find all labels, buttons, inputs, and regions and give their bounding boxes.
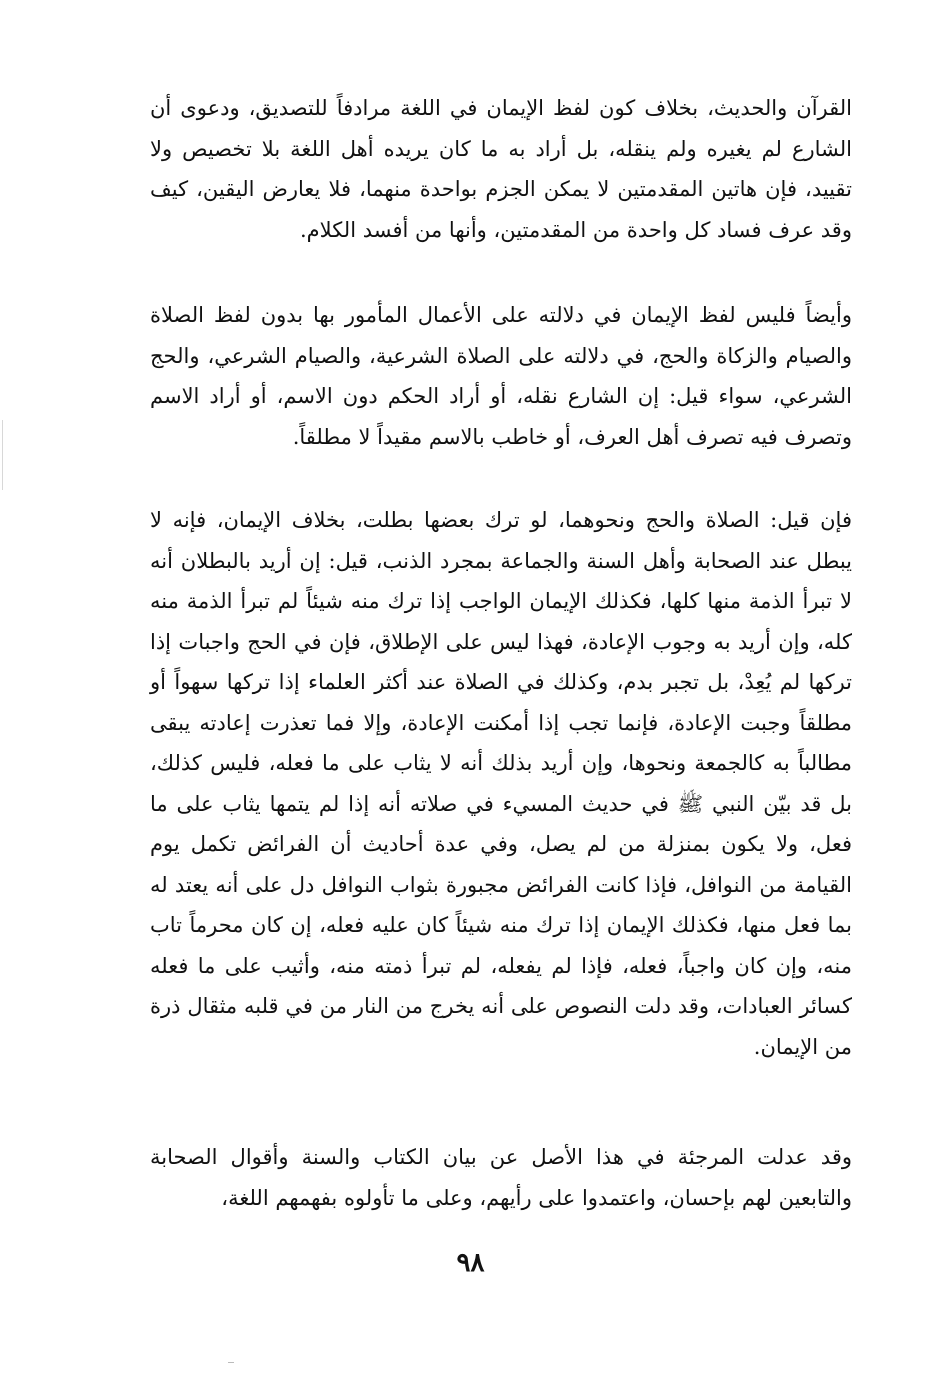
paragraph-2	[150, 295, 852, 457]
paragraph-3	[150, 500, 852, 1067]
paragraph-1-text: القرآن والحديث، بخلاف كون لفظ الإيمان في اللغة مرادفاً للتصديق، ودعوى أن الشارع لم يغيره ولم ينقله، بل أراد به ما كان يريده أهل اللغة بلا تخصيص ولا تقييد، فإن هاتين المقدمتين لا يمكن الجزم بواحدة منهما، فلا يعارض اليقين، كيف وقد عرف فساد كل واحدة من المقدمتين، وأنها من أفسد الكلام.	[150, 96, 852, 242]
page-number: ٩٨	[456, 1248, 485, 1278]
paragraph-2-text: وأيضاً فليس لفظ الإيمان في دلالته على الأعمال المأمور بها بدون لفظ الصلاة والصيام والزكاة والحج، في دلالته على الصلاة الشرعية، والصيام الشرعي، والحج الشرعي، سواء قيل: إن الشارع نقله، أو أراد الحكم دون الاسم، أو أراد الاسم وتصرف فيه تصرف أهل العرف، أو خاطب بالاسم مقيداً لا مطلقاً.	[150, 303, 852, 449]
paragraph-4	[150, 1137, 852, 1218]
paragraph-3-text: فإن قيل: الصلاة والحج ونحوهما، لو ترك بعضها بطلت، بخلاف الإيمان، فإنه لا يبطل عند الصحابة وأهل السنة والجماعة بمجرد الذنب، قيل: إن أريد بالبطلان أنه لا تبرأ الذمة منها كلها، فكذلك الإيمان الواجب إذا ترك منه شيئاً لم تبرأ الذمة منه كله، وإن أريد به وجوب الإعادة، فهذا ليس على الإطلاق، فإن في الحج واجبات إذا تركها لم يُعِدْ، بل تجبر بدم، وكذلك في الصلاة عند أكثر العلماء إذا تركها سهواً أو مطلقاً وجبت الإعادة، فإنما تجب إذا أمكنت الإعادة، وإلا فما تعذرت إعادته يبقى مطالباً به كالجمعة ونحوها، وإن أريد بذلك أنه لا يثاب على ما فعله، فليس كذلك، بل قد بيّن النبي ﷺ في حديث المسيء في صلاته أنه إذا لم يتمها يثاب على ما فعل، ولا يكون بمنزلة من لم يصل، وفي عدة أحاديث أن الفرائض تكمل يوم القيامة من النوافل، فإذا كانت الفرائض مجبورة بثواب النوافل دل على أنه يعتد له بما فعل منها، فكذلك الإيمان إذا ترك منه شيئاً كان عليه فعله، إن كان محرماً تاب منه، وإن كان واجباً، فعله، فإذا لم يفعله، لم تبرأ ذمته منه، وأثيب على ما فعله كسائر العبادات، وقد دلت النصوص على أنه يخرج من النار من في قلبه مثقال ذرة من الإيمان.	[150, 508, 852, 1059]
scan-corner-mark	[228, 1362, 234, 1363]
scan-margin-line	[2, 420, 3, 490]
paragraph-4-text: وقد عدلت المرجئة في هذا الأصل عن بيان الكتاب والسنة وأقوال الصحابة والتابعين لهم بإحسان، واعتمدوا على رأيهم، وعلى ما تأولوه بفهمهم اللغة،	[150, 1145, 852, 1210]
paragraph-1	[150, 88, 852, 250]
